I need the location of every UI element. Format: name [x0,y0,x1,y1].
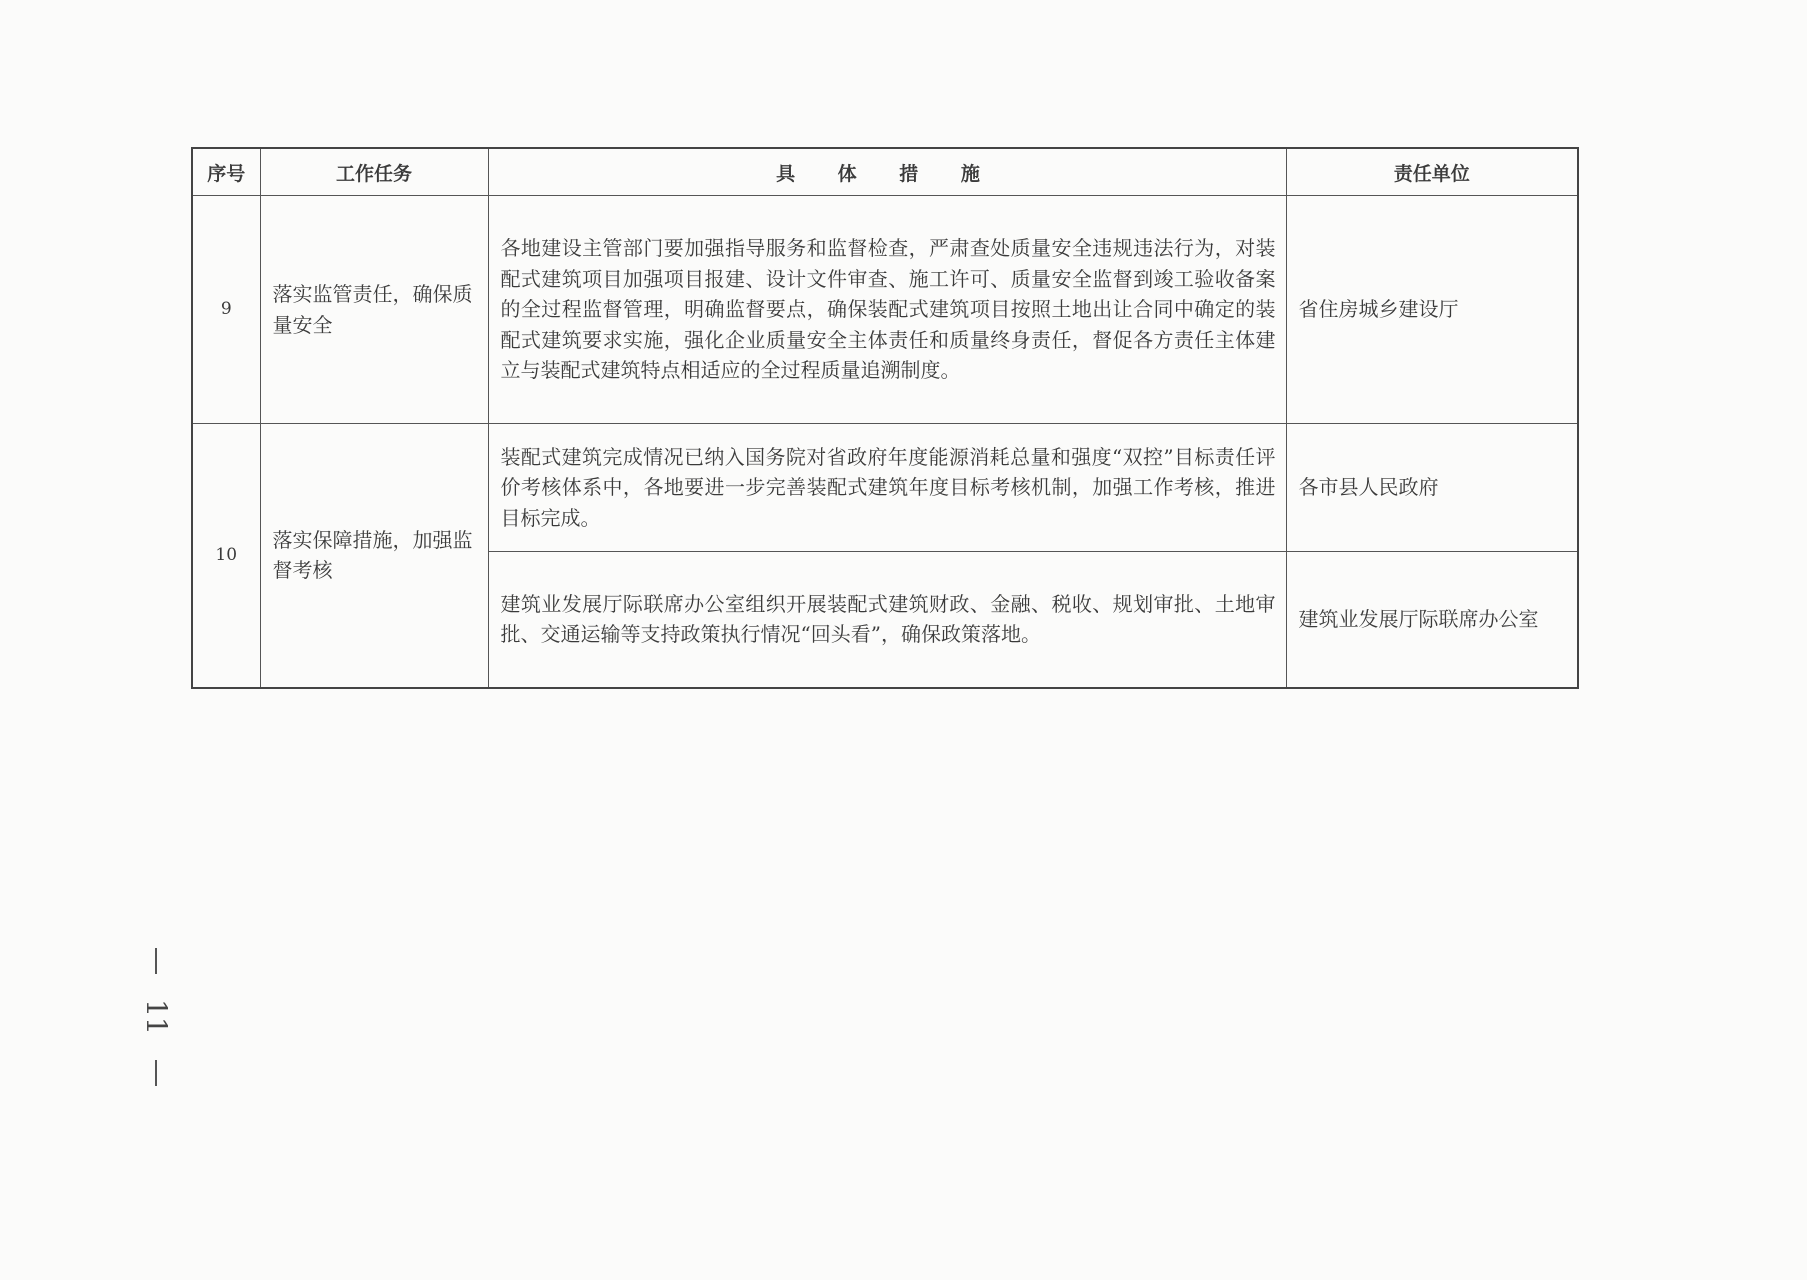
row-task: 落实监管责任，确保质量安全 [260,196,488,424]
page-number-dash [155,1060,157,1086]
header-measures: 具 体 措 施 [488,148,1286,196]
table-header-row [192,148,1578,196]
header-seq: 序号 [192,148,260,196]
page-number [128,948,184,1088]
page-number-dash [155,948,157,974]
row-responsible-unit: 各市县人民政府 [1286,424,1578,552]
measures-table [191,147,1579,689]
header-task: 工作任务 [260,148,488,196]
row-responsible-unit: 建筑业发展厅际联席办公室 [1286,552,1578,688]
row-seq: 9 [192,196,260,424]
row-responsible-unit: 省住房城乡建设厅 [1286,196,1578,424]
row-measure: 装配式建筑完成情况已纳入国务院对省政府年度能源消耗总量和强度“双控”目标责任评价考核体系中，各地要进一步完善装配式建筑年度目标考核机制，加强工作考核，推进目标完成。 [488,424,1286,552]
page-number-value: 11 [140,999,173,1035]
table-row [192,196,1578,424]
row-seq: 10 [192,424,260,688]
row-measure: 各地建设主管部门要加强指导服务和监督检查，严肃查处质量安全违规违法行为，对装配式建筑项目加强项目报建、设计文件审查、施工许可、质量安全监督到竣工验收备案的全过程监督管理，明确监督要点，确保装配式建筑项目按照土地出让合同中确定的装配式建筑要求实施，强化企业质量安全主体责任和质量终身责任，督促各方责任主体建立与装配式建筑特点相适应的全过程质量追溯制度。 [488,196,1286,424]
table-row [192,424,1578,552]
row-task: 落实保障措施，加强监督考核 [260,424,488,688]
header-responsible-unit: 责任单位 [1286,148,1578,196]
row-measure: 建筑业发展厅际联席办公室组织开展装配式建筑财政、金融、税收、规划审批、土地审批、交通运输等支持政策执行情况“回头看”，确保政策落地。 [488,552,1286,688]
